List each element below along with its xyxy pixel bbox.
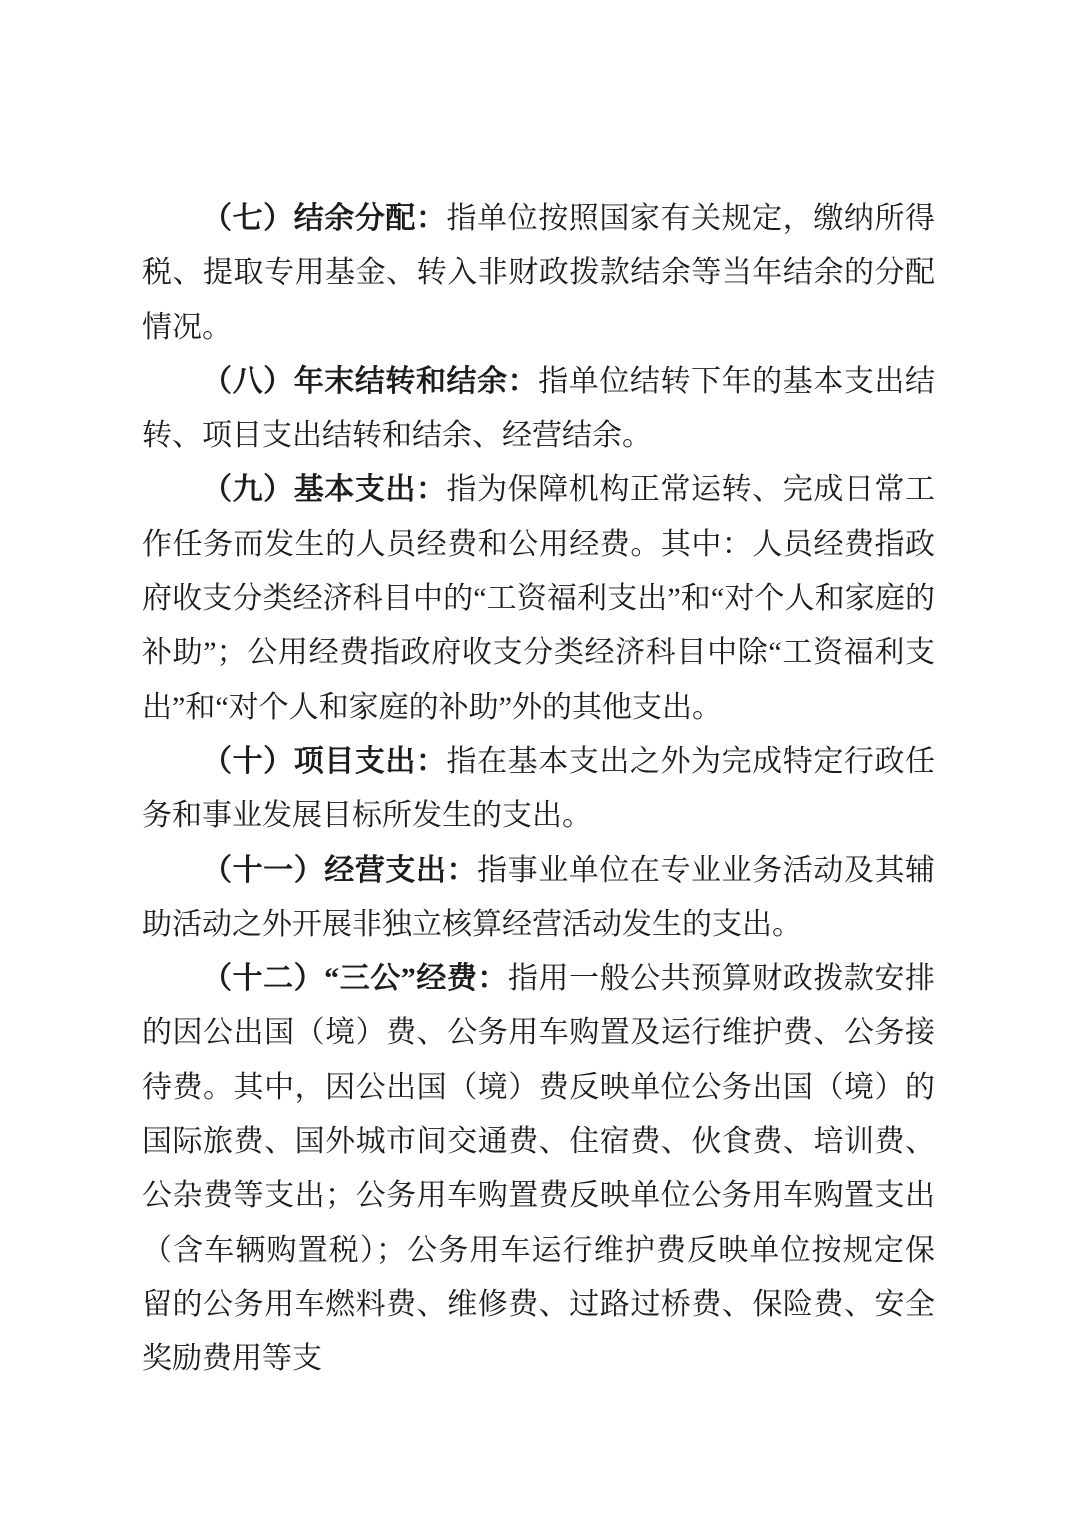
paragraph-heading: （十）项目支出：	[202, 744, 447, 778]
paragraph	[142, 192, 935, 355]
paragraph	[142, 844, 935, 953]
paragraph-heading: （九）基本支出：	[202, 473, 447, 507]
paragraph-text: 指单位按照国家有关规定，缴纳所得税、提取专用基金、转入非财政拨款结余等当年结余的分配情况。	[142, 202, 936, 344]
paragraph	[142, 355, 935, 464]
paragraph-heading: （十二）“三公”经费：	[202, 962, 508, 996]
paragraph-heading: （七）结余分配：	[202, 202, 447, 235]
paragraph	[142, 463, 935, 734]
paragraph	[142, 735, 935, 844]
paragraph-heading: （八）年末结转和结余：	[202, 364, 539, 398]
paragraph-text: 指单位结转下年的基本支出结转、项目支出结转和结余、经营结余。	[142, 364, 936, 453]
paragraph-text: 指事业单位在专业业务活动及其辅助活动之外开展非独立核算经营活动发生的支出。	[142, 853, 936, 941]
paragraph	[142, 952, 935, 1386]
document-body	[142, 192, 935, 1387]
paragraph-text: 指为保障机构正常运转、完成日常工作任务而发生的人员经费和公用经费。其中：人员经费指政府收支分类经济科目中的“工资福利支出”和“对个人和家庭的补助”；公用经费指政府收支分类经济科目中除“工资福利支出”和“对个人和家庭的补助”外的其他支出。	[142, 473, 936, 724]
paragraph-heading: （十一）经营支出：	[202, 853, 478, 887]
paragraph-text: 指在基本支出之外为完成特定行政任务和事业发展目标所发生的支出。	[142, 744, 936, 833]
paragraph-text: 指用一般公共预算财政拨款安排的因公出国（境）费、公务用车购置及运行维护费、公务接待费。其中，因公出国（境）费反映单位公务出国（境）的国际旅费、国外城市间交通费、住宿费、伙食费、培训费、公杂费等支出；公务用车购置费反映单位公务用车购置支出（含车辆购置税）；公务用车运行维护费反映单位按规定保留的公务用车燃料费、维修费、过路过桥费、保险费、安全奖励费用等支	[142, 962, 936, 1376]
